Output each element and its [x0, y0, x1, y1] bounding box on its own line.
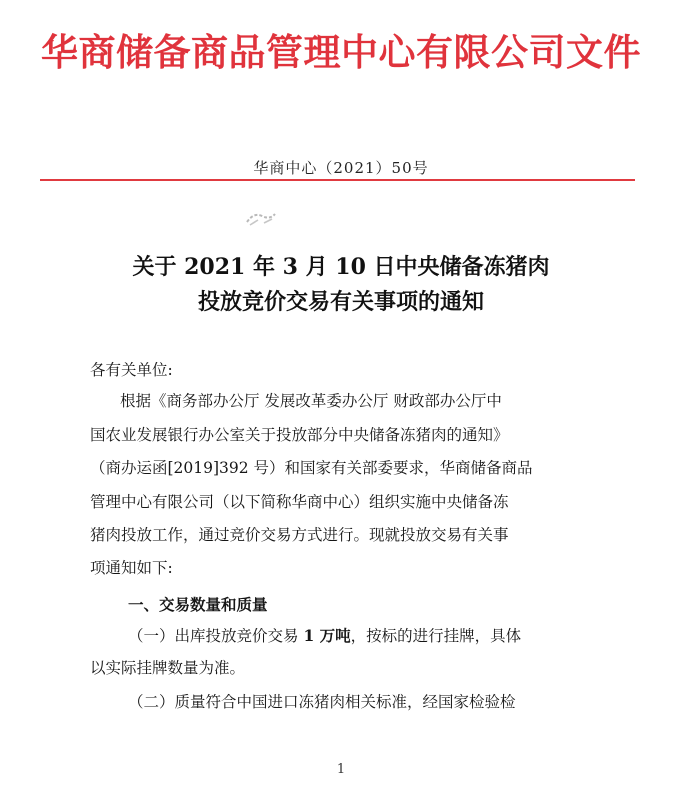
paragraph-1-line-2: 国农业发展银行办公室关于投放部分中央储备冻猪肉的通知》 [90, 426, 509, 444]
paragraph-1-line-6: 项通知如下: [90, 559, 173, 577]
paragraph-1-line-5: 猪肉投放工作，通过竞价交易方式进行。现就投放交易有关事 [90, 526, 509, 544]
letterhead-title: 华商储备商品管理中心有限公司文件 [41, 31, 641, 74]
item-1-quantity: 1 万吨 [303, 626, 351, 645]
red-divider-line [40, 179, 635, 181]
paragraph-1-line-1: 根据《商务部办公厅 发展改革委办公厅 财政部办公厅中 [120, 392, 502, 410]
item-1-line-1 [128, 620, 521, 652]
paragraph-1-line-3: （商办运函[2019]392 号）和国家有关部委要求，华商储备商品 [90, 459, 533, 477]
item-1-prefix: （一）出库投放竞价交易 [128, 627, 304, 645]
notice-title-line1: 关于 2021 年 3 月 10 日中央储备冻猪肉 [132, 254, 550, 280]
item-1-line-2: 以实际挂牌数量为准。 [90, 659, 246, 677]
faint-stamp-mark [244, 208, 278, 228]
page-number: 1 [336, 762, 346, 777]
paragraph-1-line-4: 管理中心有限公司（以下简称华商中心）组织实施中央储备冻 [90, 493, 509, 511]
section-1-heading: 一、交易数量和质量 [128, 595, 268, 614]
notice-title-line2: 投放竞价交易有关事项的通知 [197, 289, 484, 315]
item-2-line-1: （二）质量符合中国进口冻猪肉相关标准，经国家检验检 [128, 693, 516, 711]
item-1-suffix: ，按标的进行挂牌，具体 [350, 627, 522, 645]
salutation: 各有关单位: [90, 361, 173, 379]
document-number: 华商中心（2021）50号 [253, 159, 429, 177]
